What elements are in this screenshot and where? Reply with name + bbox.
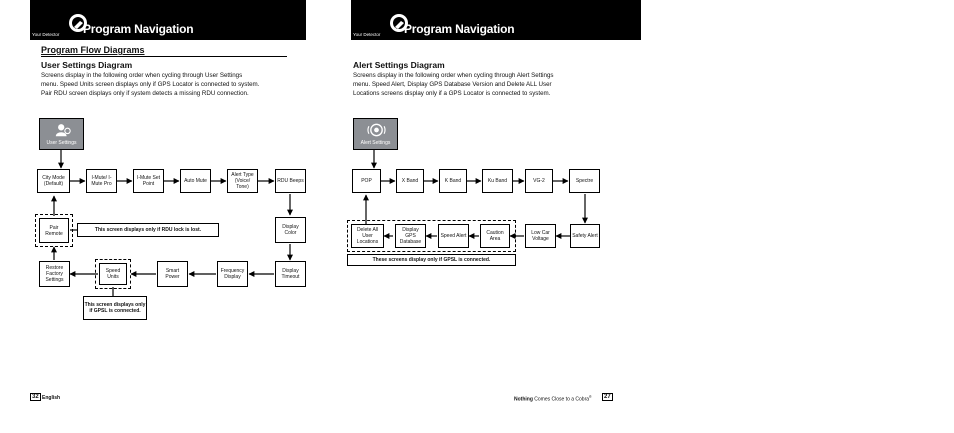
city-mode-box: City Mode (Default) bbox=[37, 169, 70, 193]
description-line: Screens display in the following order when cycling through Alert Settings bbox=[353, 72, 554, 79]
k-band-box: K Band bbox=[439, 169, 467, 193]
icon-label: Alert Settings bbox=[360, 140, 391, 146]
gpsl-note: This screen displays only if GPSL is connected. bbox=[83, 296, 147, 320]
spectre-box: Spectre bbox=[569, 169, 600, 193]
safety-alert-box: Safety Alert bbox=[570, 224, 600, 248]
imute-box: I-Mute/ I-Mute Pro bbox=[86, 169, 117, 193]
frequency-display-box: Frequency Display bbox=[217, 261, 248, 287]
ku-band-box: Ku Band bbox=[482, 169, 513, 193]
icon-label: User Settings bbox=[46, 140, 77, 146]
page-title: Program Navigation bbox=[83, 22, 194, 36]
x-band-box: X Band bbox=[396, 169, 424, 193]
description-line: Pair RDU screen displays only if system detects a missing RDU connection. bbox=[41, 90, 249, 97]
imute-set-point-box: I-Mute Set Point bbox=[133, 169, 164, 193]
diagram-title: Alert Settings Diagram bbox=[353, 60, 445, 70]
alert-settings-icon bbox=[367, 122, 386, 138]
description-line: Screens display in the following order when cycling through User Settings bbox=[41, 72, 243, 79]
rdu-beeps-box: RDU Beeps bbox=[275, 169, 306, 193]
smart-power-box: Smart Power bbox=[157, 261, 188, 287]
page-title: Program Navigation bbox=[404, 22, 515, 36]
description-line: menu. Speed Units screen displays only if GPS Locator is connected to system. bbox=[41, 81, 260, 88]
footer-slogan-text: Comes Close to a Cobra bbox=[534, 396, 590, 403]
description-line: Locations screens display only if a GPS Locator is connected to system. bbox=[353, 90, 551, 97]
pair-remote-box: Pair Remote bbox=[39, 218, 69, 243]
alert-settings-icon-tile bbox=[353, 118, 398, 150]
low-car-voltage-box: Low Car Voltage bbox=[525, 224, 556, 248]
auto-mute-box: Auto Mute bbox=[180, 169, 211, 193]
speed-units-box: Speed Units bbox=[99, 263, 127, 285]
restore-factory-box: Restore Factory Settings bbox=[39, 261, 70, 287]
vg2-box: VG-2 bbox=[525, 169, 553, 193]
speed-alert-box: Speed Alert bbox=[438, 224, 469, 248]
display-timeout-box: Display Timeout bbox=[275, 261, 306, 287]
gpsl-note: These screens display only if GPSL is connected. bbox=[347, 254, 516, 266]
caution-area-box: Caution Area bbox=[480, 224, 510, 248]
page-number: 27 bbox=[604, 394, 611, 400]
diagram-title: User Settings Diagram bbox=[41, 60, 133, 70]
header-tag: Your Detector bbox=[32, 32, 60, 37]
description-line: menu. Speed Alert, Display GPS Database Version and Delete ALL User bbox=[353, 81, 552, 88]
delete-all-locations-box: Delete All User Locations bbox=[351, 224, 384, 248]
section-title: Program Flow Diagrams bbox=[41, 45, 145, 55]
header-tag: Your Detector bbox=[353, 32, 381, 37]
footer-brand: Nothing bbox=[514, 396, 533, 403]
page-number: 32 bbox=[32, 394, 39, 400]
footer-language: English bbox=[42, 395, 61, 401]
display-color-box: Display Color bbox=[275, 217, 306, 243]
rdu-note: This screen displays only if RDU lock is lost. bbox=[77, 223, 219, 237]
registered-mark: ® bbox=[589, 395, 592, 399]
gps-database-box: Display GPS Database bbox=[395, 224, 426, 248]
alert-type-box: Alert Type (Voice/ Tone) bbox=[227, 169, 258, 193]
pop-box: POP bbox=[352, 169, 381, 193]
footer-slogan bbox=[514, 395, 592, 403]
